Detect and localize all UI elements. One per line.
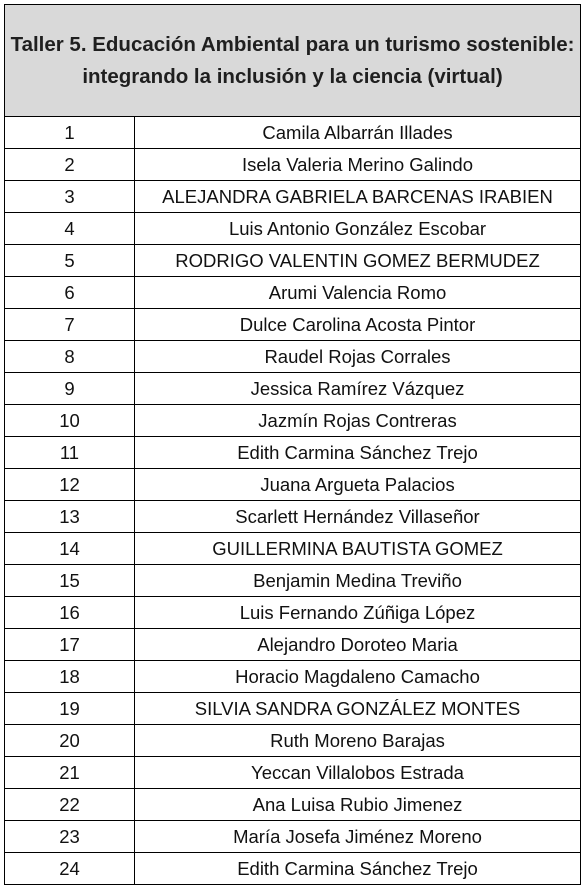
participant-name-cell[interactable]: Arumi Valencia Romo bbox=[135, 277, 581, 309]
row-number-cell[interactable]: 22 bbox=[5, 789, 135, 821]
participant-name-cell[interactable]: María Josefa Jiménez Moreno bbox=[135, 821, 581, 853]
row-number-cell[interactable]: 11 bbox=[5, 437, 135, 469]
row-number-cell[interactable]: 17 bbox=[5, 629, 135, 661]
row-number-cell[interactable]: 1 bbox=[5, 117, 135, 149]
row-number-cell[interactable]: 16 bbox=[5, 597, 135, 629]
table-row bbox=[5, 565, 581, 597]
row-number-cell[interactable]: 7 bbox=[5, 309, 135, 341]
row-number-cell[interactable]: 6 bbox=[5, 277, 135, 309]
table-row bbox=[5, 149, 581, 181]
row-number-cell[interactable]: 12 bbox=[5, 469, 135, 501]
table-row bbox=[5, 245, 581, 277]
row-number-cell[interactable]: 10 bbox=[5, 405, 135, 437]
participants-table bbox=[4, 4, 581, 885]
participant-name-cell[interactable]: Jessica Ramírez Vázquez bbox=[135, 373, 581, 405]
row-number-cell[interactable]: 21 bbox=[5, 757, 135, 789]
table-row bbox=[5, 469, 581, 501]
row-number-cell[interactable]: 20 bbox=[5, 725, 135, 757]
table-row bbox=[5, 437, 581, 469]
table-row bbox=[5, 821, 581, 853]
participant-name-cell[interactable]: Isela Valeria Merino Galindo bbox=[135, 149, 581, 181]
participant-name-cell[interactable]: Luis Fernando Zúñiga López bbox=[135, 597, 581, 629]
row-number-cell[interactable]: 19 bbox=[5, 693, 135, 725]
participant-name-cell[interactable]: ALEJANDRA GABRIELA BARCENAS IRABIEN bbox=[135, 181, 581, 213]
participant-name-cell[interactable]: Scarlett Hernández Villaseñor bbox=[135, 501, 581, 533]
table-body bbox=[5, 117, 581, 885]
participant-name-cell[interactable]: Camila Albarrán Illades bbox=[135, 117, 581, 149]
table-row bbox=[5, 309, 581, 341]
participant-name-cell[interactable]: Yeccan Villalobos Estrada bbox=[135, 757, 581, 789]
table-row bbox=[5, 693, 581, 725]
table-row bbox=[5, 341, 581, 373]
table-row bbox=[5, 661, 581, 693]
row-number-cell[interactable]: 9 bbox=[5, 373, 135, 405]
participant-name-cell[interactable]: GUILLERMINA BAUTISTA GOMEZ bbox=[135, 533, 581, 565]
table-row bbox=[5, 373, 581, 405]
title-row bbox=[5, 5, 581, 117]
row-number-cell[interactable]: 3 bbox=[5, 181, 135, 213]
participant-name-cell[interactable]: SILVIA SANDRA GONZÁLEZ MONTES bbox=[135, 693, 581, 725]
table-row bbox=[5, 181, 581, 213]
row-number-cell[interactable]: 4 bbox=[5, 213, 135, 245]
table-row bbox=[5, 757, 581, 789]
table-row bbox=[5, 629, 581, 661]
table-title[interactable]: Taller 5. Educación Ambiental para un turismo sostenible: integrando la inclusión y la ciencia (virtual) bbox=[5, 5, 581, 117]
participant-name-cell[interactable]: Juana Argueta Palacios bbox=[135, 469, 581, 501]
table-row bbox=[5, 117, 581, 149]
table-row bbox=[5, 277, 581, 309]
row-number-cell[interactable]: 24 bbox=[5, 853, 135, 885]
participant-name-cell[interactable]: RODRIGO VALENTIN GOMEZ BERMUDEZ bbox=[135, 245, 581, 277]
row-number-cell[interactable]: 13 bbox=[5, 501, 135, 533]
participant-name-cell[interactable]: Ana Luisa Rubio Jimenez bbox=[135, 789, 581, 821]
table-row bbox=[5, 725, 581, 757]
participant-name-cell[interactable]: Benjamin Medina Treviño bbox=[135, 565, 581, 597]
table-row bbox=[5, 789, 581, 821]
participant-name-cell[interactable]: Dulce Carolina Acosta Pintor bbox=[135, 309, 581, 341]
participant-name-cell[interactable]: Jazmín Rojas Contreras bbox=[135, 405, 581, 437]
table-row bbox=[5, 405, 581, 437]
participant-name-cell[interactable]: Horacio Magdaleno Camacho bbox=[135, 661, 581, 693]
table-row bbox=[5, 501, 581, 533]
row-number-cell[interactable]: 2 bbox=[5, 149, 135, 181]
participant-name-cell[interactable]: Edith Carmina Sánchez Trejo bbox=[135, 437, 581, 469]
participant-name-cell[interactable]: Luis Antonio González Escobar bbox=[135, 213, 581, 245]
row-number-cell[interactable]: 18 bbox=[5, 661, 135, 693]
participant-name-cell[interactable]: Ruth Moreno Barajas bbox=[135, 725, 581, 757]
row-number-cell[interactable]: 15 bbox=[5, 565, 135, 597]
row-number-cell[interactable]: 23 bbox=[5, 821, 135, 853]
table-row bbox=[5, 213, 581, 245]
row-number-cell[interactable]: 5 bbox=[5, 245, 135, 277]
table-row bbox=[5, 853, 581, 885]
participant-name-cell[interactable]: Alejandro Doroteo Maria bbox=[135, 629, 581, 661]
participant-name-cell[interactable]: Edith Carmina Sánchez Trejo bbox=[135, 853, 581, 885]
row-number-cell[interactable]: 8 bbox=[5, 341, 135, 373]
row-number-cell[interactable]: 14 bbox=[5, 533, 135, 565]
participant-name-cell[interactable]: Raudel Rojas Corrales bbox=[135, 341, 581, 373]
table-row bbox=[5, 597, 581, 629]
table-row bbox=[5, 533, 581, 565]
